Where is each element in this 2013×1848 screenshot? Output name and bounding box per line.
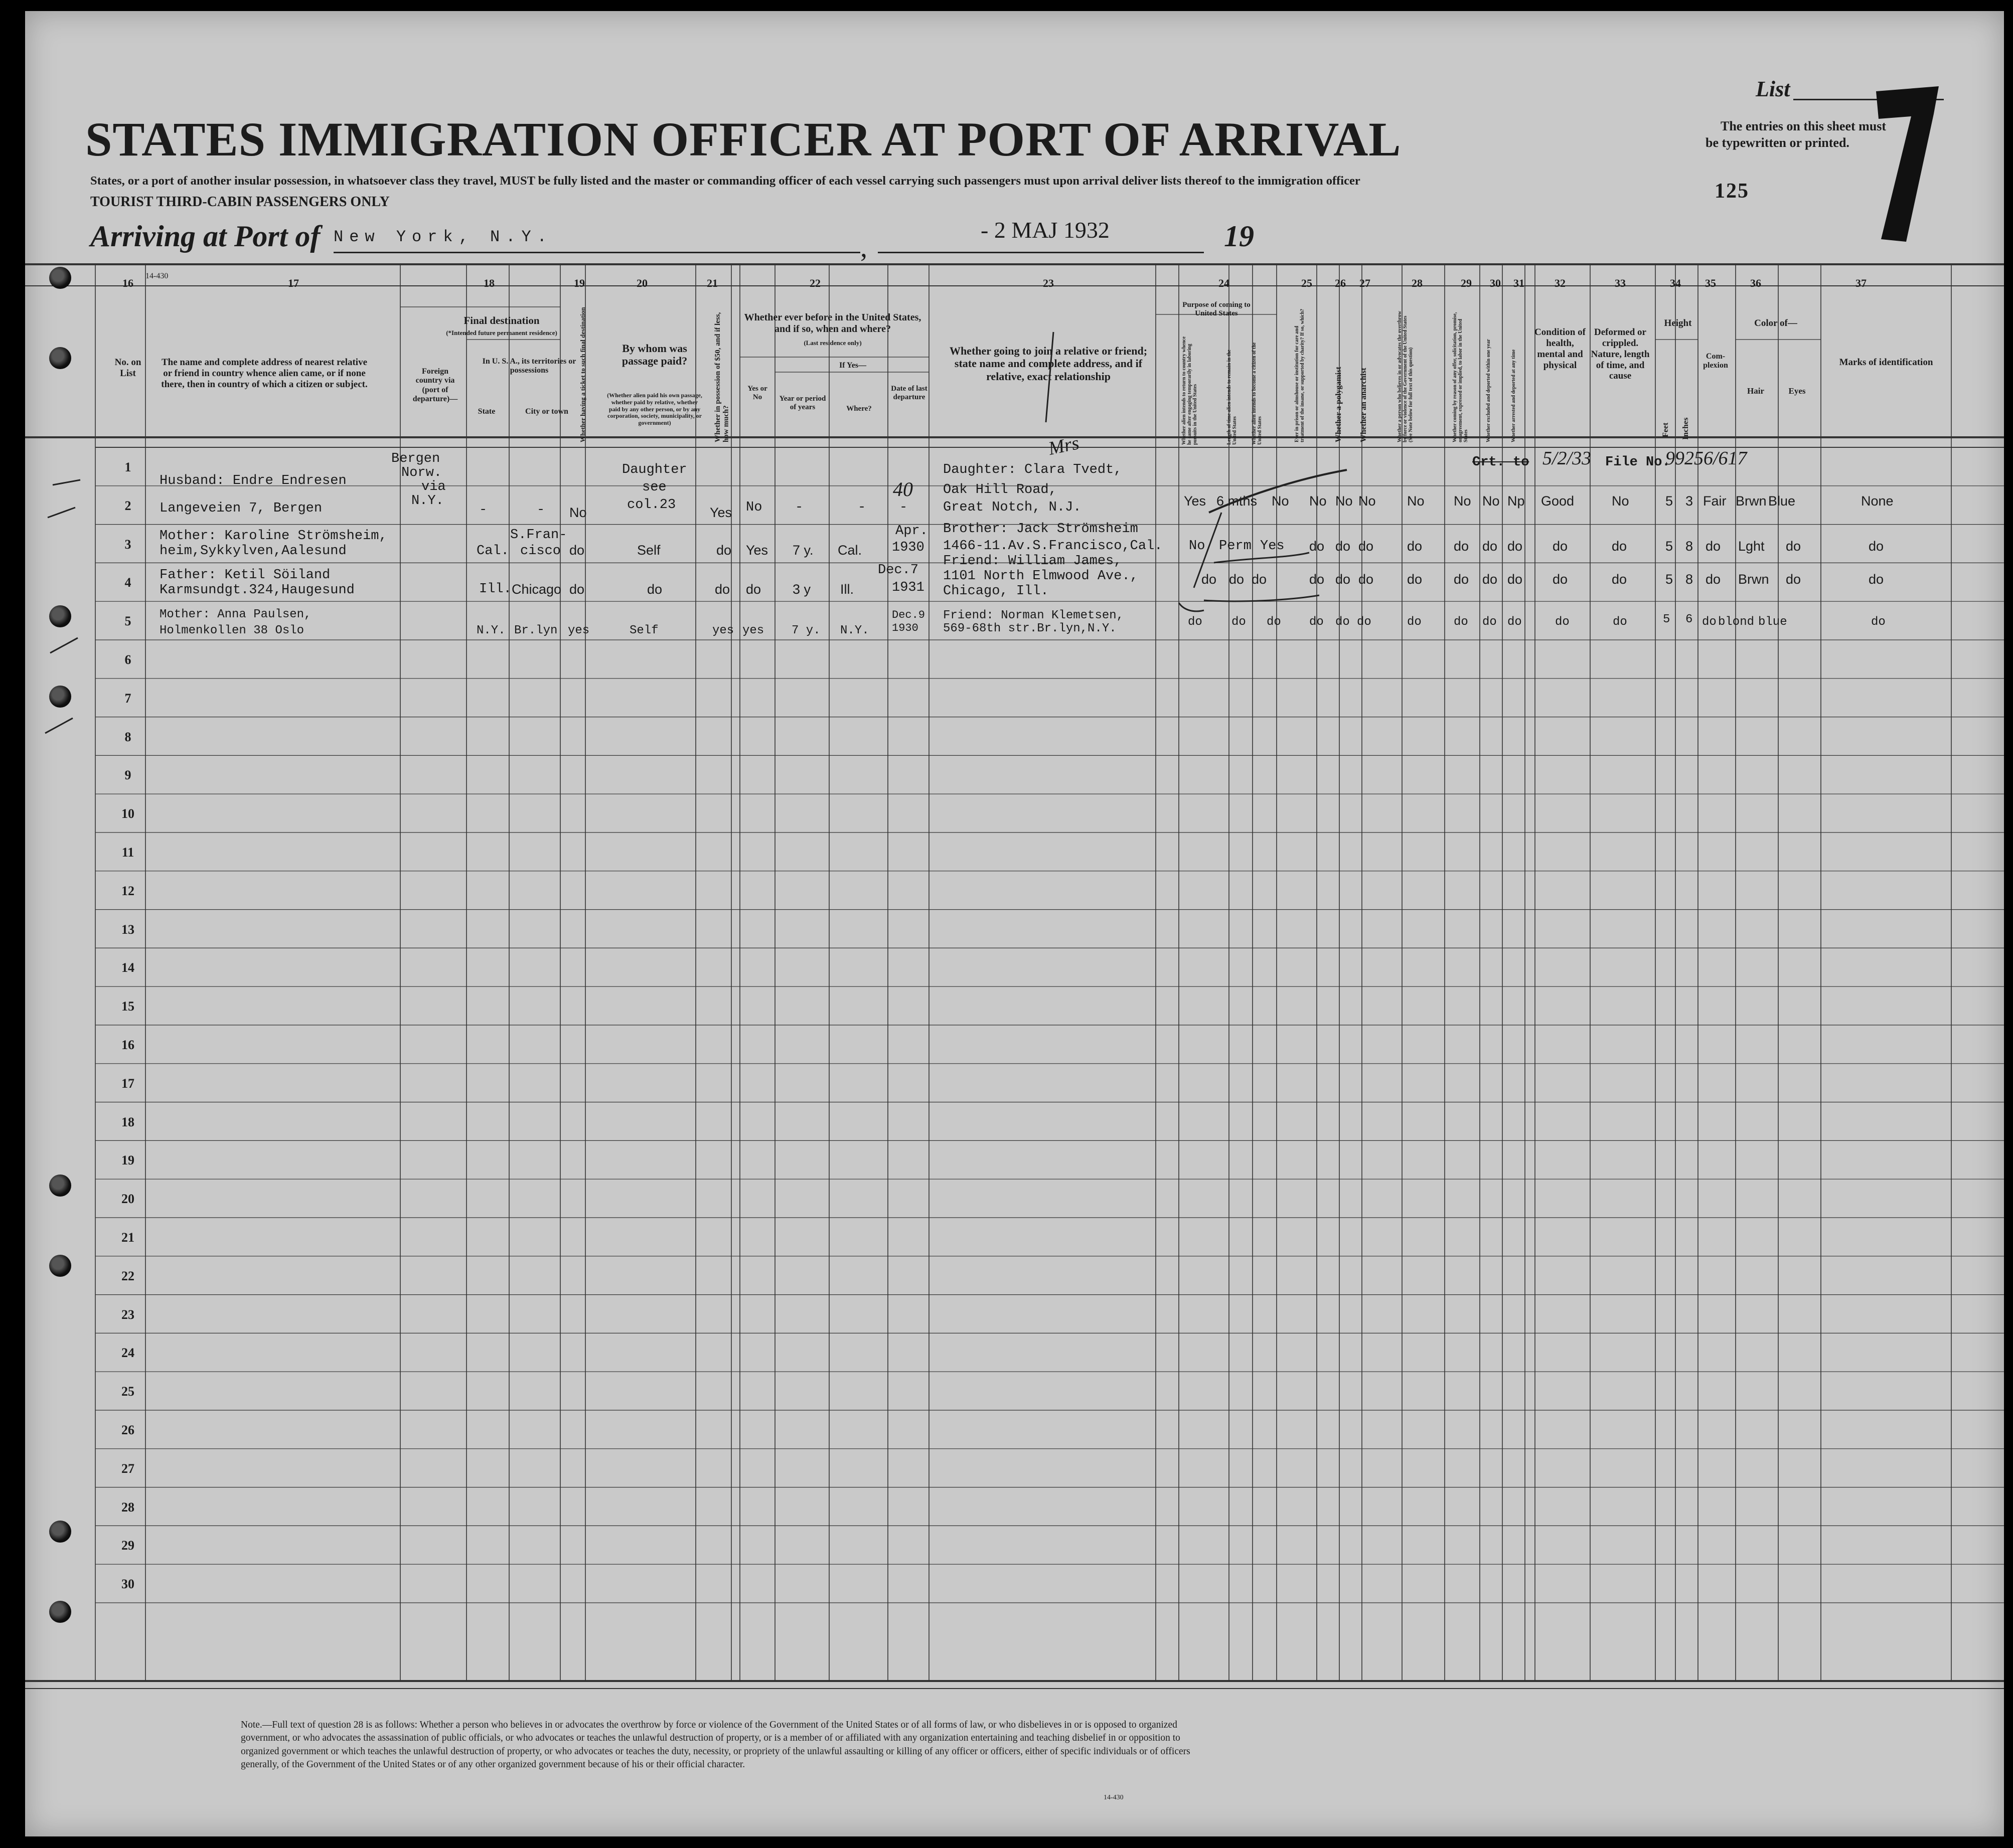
row-number: 6 xyxy=(124,652,131,667)
state-value: Cal. xyxy=(477,544,509,559)
eyes-value: blue xyxy=(1758,615,1787,629)
header-hair: Hair xyxy=(1747,386,1764,396)
purpose-citizen-value: No xyxy=(1272,493,1289,509)
col-number-35: 35 xyxy=(1705,277,1716,289)
health-value: do xyxy=(1553,539,1568,554)
row-number: 22 xyxy=(121,1268,134,1283)
join-line-3: Great Notch, N.J. xyxy=(943,500,1081,515)
excluded-value: do xyxy=(1482,572,1498,587)
ticket-value: do xyxy=(569,582,585,597)
feet-value: 5 xyxy=(1663,613,1670,626)
inches-value: 8 xyxy=(1685,572,1693,587)
purpose-length-value: 6 mths xyxy=(1216,493,1258,509)
marks-value: None xyxy=(1861,493,1894,509)
row-number: 14 xyxy=(121,960,134,975)
marks-value: do xyxy=(1869,572,1884,587)
join-line-1: Daughter: Clara Tvedt, xyxy=(943,462,1122,477)
excluded-value: do xyxy=(1482,539,1498,554)
footer-code: 14-430 xyxy=(1104,1794,1124,1801)
city-value: Br.lyn xyxy=(514,624,558,637)
relative-line-1: Mother: Karoline Strömsheim, xyxy=(160,529,387,544)
purpose-return-value: do xyxy=(1201,572,1217,587)
cert-label: Crt. to xyxy=(1472,455,1529,470)
feet-value: 5 xyxy=(1665,493,1673,509)
punch-hole xyxy=(49,347,71,369)
header-no-on-list: No. on List xyxy=(114,357,141,379)
money-value: do xyxy=(715,582,730,597)
before-value: do xyxy=(746,582,761,597)
punch-hole xyxy=(49,1255,71,1277)
deported-value: do xyxy=(1507,572,1523,587)
where-value: N.Y. xyxy=(840,624,869,637)
paid-value: Self xyxy=(637,543,661,558)
purpose-length-value: do xyxy=(1229,572,1245,587)
purpose-length-value: Perm xyxy=(1219,539,1252,554)
header-join-relative: Whether going to join a relative or friend; state name and complete address, and if relative, exact relationship xyxy=(949,345,1148,383)
year-label: 19 xyxy=(1224,220,1254,253)
col-number-29: 29 xyxy=(1461,277,1472,289)
purpose-citizen-value: do xyxy=(1252,572,1267,587)
col-number-31: 31 xyxy=(1513,277,1524,289)
header-relative: The name and complete address of nearest relative or friend in country whence alien came, or if none there, then in country of which a citizen or subject. xyxy=(161,357,368,390)
polygamist-value: No xyxy=(1335,493,1353,509)
row-number: 18 xyxy=(121,1114,134,1129)
col-number-34: 34 xyxy=(1670,277,1681,289)
overthrow-value: No xyxy=(1407,493,1425,509)
ticket-value: do xyxy=(569,543,585,558)
header-overthrow: Whether a person who believes in or advocates the overthrow by force or violence of the Government of the United States (See Note below for full text of this question) xyxy=(1397,311,1414,442)
port-comma: , xyxy=(860,232,867,263)
col-number-22: 22 xyxy=(810,277,821,289)
hair-value: Brwn xyxy=(1738,572,1769,587)
paid-value: Self xyxy=(630,624,659,637)
before-value: yes xyxy=(742,624,764,637)
row-number: 26 xyxy=(121,1423,134,1437)
file-number: 99256/617 xyxy=(1665,448,1747,469)
punch-hole xyxy=(49,267,71,289)
row-number: 15 xyxy=(121,999,134,1014)
relative-line-1: Father: Ketil Söiland xyxy=(160,568,331,583)
join-line-2: 1101 North Elmwood Ave., xyxy=(943,569,1138,584)
header-eyes: Eyes xyxy=(1788,386,1806,396)
header-final-destination-sub: (*Intended future permanent residence) xyxy=(446,329,557,337)
state-value: - xyxy=(479,502,488,518)
feet-value: 5 xyxy=(1665,539,1673,554)
labor-offer-value: No xyxy=(1454,493,1471,509)
health-value: Good xyxy=(1541,493,1575,509)
join-line-1: Brother: Jack Strömsheim xyxy=(943,522,1138,537)
polygamist-value: do xyxy=(1335,572,1351,587)
col-number-23: 23 xyxy=(1043,277,1054,289)
ticket-value: No xyxy=(569,505,587,520)
overthrow-value: do xyxy=(1407,572,1423,587)
col-number-36: 36 xyxy=(1750,277,1761,289)
row-number: 28 xyxy=(121,1499,134,1515)
money-value: do xyxy=(716,543,732,558)
hair-value: Lght xyxy=(1738,539,1765,554)
handwritten-strokes xyxy=(25,11,2004,1836)
date-line-1: Dec.7 xyxy=(878,563,919,578)
col-number-18: 18 xyxy=(484,277,495,289)
state-value: Ill. xyxy=(479,582,512,597)
paid-line-2: see xyxy=(642,480,667,495)
header-health: Condition of health, mental and physical xyxy=(1534,327,1586,371)
anarchist-value: do xyxy=(1358,572,1374,587)
manifest-sheet xyxy=(25,11,2004,1836)
paid-value: do xyxy=(647,582,663,597)
handwritten-40: 40 xyxy=(893,478,913,500)
row-number: 13 xyxy=(121,922,134,937)
col-number-20: 20 xyxy=(637,277,648,289)
foreign-line-1: Bergen xyxy=(391,451,440,466)
header-complexion: Com-plexion xyxy=(1703,352,1728,370)
row-number: 23 xyxy=(121,1307,134,1322)
date-line-2: 1931 xyxy=(892,580,924,595)
join-line-2: Oak Hill Road, xyxy=(943,482,1057,497)
marks-value: do xyxy=(1869,539,1884,554)
col-number-19: 19 xyxy=(574,277,585,289)
foreign-line-4: N.Y. xyxy=(411,493,444,509)
col-number-32: 32 xyxy=(1555,277,1566,289)
purpose-return-value: No xyxy=(1189,539,1205,554)
date-line-1: Apr. xyxy=(895,524,928,539)
footnote-question-28: Note.—Full text of question 28 is as follows: Whether a person who believes in or advocates the overthrow by force or violence of the Government of the United States or of all forms of law, or who disbelieves in or is opposed to organized government, or who advocates the assassination of public officials, or who advocates or teaches the unlawful destruction of property, or is a member of or affiliated with any organization entertaining and teaching disbelief in or opposition to organized government or which teaches the unlawful destruction of property, or who advocates or teaches the duty, necessity, or propriety of the unlawful assaulting or killing of any officer or officers, either of specific individuals or of officers generally, of the Government of the United States or of any other organized government because of his or their official character. xyxy=(241,1720,1190,1770)
punch-hole xyxy=(49,686,71,708)
col-number-28: 28 xyxy=(1412,277,1423,289)
anarchist-value: do xyxy=(1358,539,1374,554)
marks-value: do xyxy=(1871,615,1886,629)
header-in-usa: In U. S. A., its territories or possessions xyxy=(482,357,576,375)
health-value: do xyxy=(1553,572,1568,587)
prison-value: No xyxy=(1309,493,1327,509)
col-number-16: 16 xyxy=(122,277,133,289)
header-inches: Inches xyxy=(1681,417,1690,440)
foreign-line-2: Norw. xyxy=(401,465,442,480)
row-number: 4 xyxy=(124,575,131,590)
entries-note-1: The entries on this sheet must xyxy=(1721,119,1887,133)
header-excluded: Whether excluded and deported within one year xyxy=(1486,339,1491,442)
file-label: File No. xyxy=(1605,455,1670,470)
form-code: 14-430 xyxy=(145,272,169,280)
eyes-value: Blue xyxy=(1768,493,1796,509)
row-number: 8 xyxy=(124,729,131,744)
relative-line-1: Husband: Endre Endresen xyxy=(160,473,347,488)
header-where: Where? xyxy=(846,405,872,413)
city-value: Chicago xyxy=(512,582,562,597)
row-number: 10 xyxy=(121,806,134,821)
header-city: City or town xyxy=(525,407,568,416)
col-number-30: 30 xyxy=(1490,277,1501,289)
paid-line-1: Daughter xyxy=(622,462,687,477)
row-number: 21 xyxy=(121,1230,134,1245)
header-fifty-dollars: Whether in possession of $50, and if less, how much? xyxy=(714,312,730,442)
purpose-return-value: Yes xyxy=(1184,493,1206,509)
complexion-value: do xyxy=(1702,615,1717,629)
relative-line-2: heim,Sykkylven,Aalesund xyxy=(160,544,347,559)
polygamist-value: do xyxy=(1335,539,1351,554)
header-feet: Feet xyxy=(1661,422,1670,437)
header-deformed: Deformed or crippled. Nature, length of time, and cause xyxy=(1591,327,1650,382)
date-line-2: 1930 xyxy=(892,540,924,555)
relative-line-2: Langeveien 7, Bergen xyxy=(160,501,323,516)
sheet-number: 125 xyxy=(1715,180,1749,203)
header-labor-offer: Whether coming by reason of any offer, solicitation, promise, or agreement, expressed or implied, to labor in the United States xyxy=(1452,312,1469,442)
join-line-2: 569-68th str.Br.lyn,N.Y. xyxy=(943,622,1117,635)
header-deported: Whether arrested and deported at any time xyxy=(1511,349,1516,442)
header-purpose-return: Whether alien intends to return to country whence he came after engaging temporarily in laboring pursuits in the United States xyxy=(1181,336,1198,445)
header-prison: Ever in prison or almshouse or institution for care and treatment of the insane, or supported by charity? If so, which? xyxy=(1294,308,1305,442)
row-number: 19 xyxy=(121,1153,134,1168)
header-yes-or-no: Yes or No xyxy=(747,385,767,402)
hair-value: Brwn xyxy=(1736,493,1767,509)
excluded-value: No xyxy=(1482,493,1500,509)
join-line-2: 1466-11.Av.S.Francisco,Cal. xyxy=(943,539,1163,554)
header-marks: Marks of identification xyxy=(1839,357,1933,368)
entries-note-2: be typewritten or printed. xyxy=(1706,135,1849,150)
deported-value: Np xyxy=(1507,493,1525,509)
row-number: 16 xyxy=(121,1038,134,1052)
relative-line-2: Karmsundgt.324,Haugesund xyxy=(160,583,355,598)
header-ticket: Whether having a ticket to such final destination xyxy=(579,307,586,442)
inches-value: 3 xyxy=(1685,493,1693,509)
header-final-destination: Final destination xyxy=(463,314,540,326)
relative-line-1: Mother: Anna Paulsen, xyxy=(160,608,312,621)
date-line-2: 1930 xyxy=(892,622,918,634)
where-value: - xyxy=(858,500,866,515)
prison-value: do xyxy=(1309,539,1325,554)
inches-value: 8 xyxy=(1685,539,1693,554)
header-purpose-length: Length of time alien intends to remain in the United States xyxy=(1226,350,1237,445)
before-value: Yes xyxy=(746,543,768,558)
date-line-1: Dec.9 xyxy=(892,609,925,621)
header-color-of: Color of— xyxy=(1754,318,1797,328)
col-number-33: 33 xyxy=(1615,277,1626,289)
punch-hole xyxy=(49,1601,71,1623)
overthrow-value: do xyxy=(1407,539,1423,554)
col-number-17: 17 xyxy=(288,277,299,289)
anarchist-value: do xyxy=(1357,615,1371,629)
purpose-length-value: do xyxy=(1231,615,1246,629)
years-value: 7 y. xyxy=(792,624,821,637)
col-number-24: 24 xyxy=(1218,277,1229,289)
row-number: 20 xyxy=(121,1192,134,1207)
labor-offer-value: do xyxy=(1454,572,1469,587)
deported-value: do xyxy=(1507,539,1523,554)
header-year-period: Year or period of years xyxy=(779,395,826,412)
complexion-value: Fair xyxy=(1703,493,1727,509)
years-value: - xyxy=(795,500,804,515)
col-number-25: 25 xyxy=(1301,277,1312,289)
years-value: 7 y. xyxy=(793,543,814,558)
col-number-21: 21 xyxy=(707,277,718,289)
col-number-26: 26 xyxy=(1335,277,1346,289)
join-line-1: Friend: William James, xyxy=(943,554,1122,569)
years-value: 3 y xyxy=(793,582,811,597)
deformed-value: do xyxy=(1612,539,1627,554)
row-number: 12 xyxy=(121,883,134,898)
city-value: - xyxy=(537,502,545,518)
deformed-value: do xyxy=(1613,615,1627,629)
state-value: N.Y. xyxy=(477,624,506,637)
header-if-yes: If Yes— xyxy=(839,361,867,370)
complexion-value: do xyxy=(1706,572,1721,587)
inches-value: 6 xyxy=(1685,613,1693,626)
class-note: TOURIST THIRD-CABIN PASSENGERS ONLY xyxy=(90,194,390,210)
deformed-value: No xyxy=(1612,493,1629,509)
eyes-value: do xyxy=(1786,572,1801,587)
header-purpose-citizen: Whether alien intends to become a citizen of the United States xyxy=(1252,342,1263,445)
prison-value: do xyxy=(1309,615,1324,629)
cert-date: 5/2/33 xyxy=(1542,448,1592,469)
join-line-3: Chicago, Ill. xyxy=(943,584,1049,599)
header-height: Height xyxy=(1664,318,1692,328)
join-line-1: Friend: Norman Klemetsen, xyxy=(943,609,1124,622)
deformed-value: do xyxy=(1612,572,1627,587)
row-number: 9 xyxy=(124,768,131,783)
ticket-value: yes xyxy=(568,624,590,637)
punch-hole xyxy=(49,605,71,627)
handwritten-mrs: Mrs xyxy=(1046,432,1081,459)
foreign-line-3: via xyxy=(421,479,446,494)
polygamist-value: do xyxy=(1335,615,1350,629)
col-number-37: 37 xyxy=(1855,277,1867,289)
deported-value: do xyxy=(1507,615,1522,629)
port-value: New York, N.Y. xyxy=(334,228,553,246)
purpose-return-value: do xyxy=(1188,615,1202,629)
header-foreign-country: Foreign country via (port of departure)— xyxy=(412,367,458,404)
punch-hole xyxy=(49,1521,71,1543)
where-value: Ill. xyxy=(840,582,854,597)
city-line-1: S.Fran- xyxy=(510,528,567,543)
row-number: 27 xyxy=(121,1461,134,1476)
row-number: 30 xyxy=(121,1577,134,1592)
money-value: yes xyxy=(712,624,734,637)
header-polygamist: Whether a polygamist xyxy=(1334,367,1343,442)
row-number: 17 xyxy=(121,1076,134,1091)
date-stamp: - 2 MAJ 1932 xyxy=(981,217,1110,243)
header-ever-before: Whether ever before in the United States, and if so, when and where? xyxy=(744,312,921,334)
header-passage-paid: By whom was passage paid? xyxy=(622,342,688,368)
row-number: 24 xyxy=(121,1346,134,1361)
labor-offer-value: do xyxy=(1454,615,1468,629)
row-number: 3 xyxy=(124,537,131,552)
anarchist-value: No xyxy=(1358,493,1376,509)
row-number: 2 xyxy=(124,498,131,513)
relative-line-2: Holmenkollen 38 Oslo xyxy=(160,624,304,637)
row-number: 5 xyxy=(124,614,131,629)
row-number: 1 xyxy=(124,460,131,474)
row-number: 25 xyxy=(121,1384,134,1399)
arriving-label: Arriving at Port of xyxy=(90,220,321,253)
row-number: 7 xyxy=(124,691,131,706)
city-line-2: cisco xyxy=(520,544,561,559)
excluded-value: do xyxy=(1482,615,1497,629)
row-number: 11 xyxy=(121,845,134,860)
paid-line-3: col.23 xyxy=(627,497,676,513)
purpose-citizen-value: Yes xyxy=(1260,539,1285,554)
header-state: State xyxy=(478,407,496,416)
header-purpose: Purpose of coming to United States xyxy=(1182,301,1251,318)
feet-value: 5 xyxy=(1665,572,1673,587)
row-number: 29 xyxy=(121,1538,134,1553)
where-value: Cal. xyxy=(838,543,862,558)
date-value: - xyxy=(899,500,908,515)
labor-offer-value: do xyxy=(1454,539,1469,554)
header-anarchist: Whether an anarchist xyxy=(1359,368,1368,442)
header-last-departure: Date of last departure xyxy=(891,385,927,402)
form-subtitle: States, or a port of another insular possession, in whatsoever class they travel, MUST be fully listed and the master or commanding officer of each vessel carrying such passengers must upon arrival deliver lists thereof to the immigration officer xyxy=(90,174,1360,188)
health-value: do xyxy=(1555,615,1570,629)
purpose-citizen-value: do xyxy=(1267,615,1281,629)
col-number-27: 27 xyxy=(1359,277,1370,289)
eyes-value: do xyxy=(1786,539,1801,554)
hair-value: blond xyxy=(1718,615,1755,629)
overthrow-value: do xyxy=(1407,615,1422,629)
header-ever-before-sub: (Last residence only) xyxy=(804,339,862,347)
before-value: No xyxy=(746,500,762,515)
header-passage-paid-sub: (Whether alien paid his own passage, whether paid by relative, whether paid by any other person, or by any corporation, society, municipality, or government) xyxy=(607,392,702,427)
list-label: List xyxy=(1756,77,1790,101)
form-title: STATES IMMIGRATION OFFICER AT PORT OF ARRIVAL xyxy=(85,112,1402,166)
prison-value: do xyxy=(1309,572,1325,587)
money-value: Yes xyxy=(710,505,732,520)
complexion-value: do xyxy=(1706,539,1721,554)
punch-hole xyxy=(49,1174,71,1197)
